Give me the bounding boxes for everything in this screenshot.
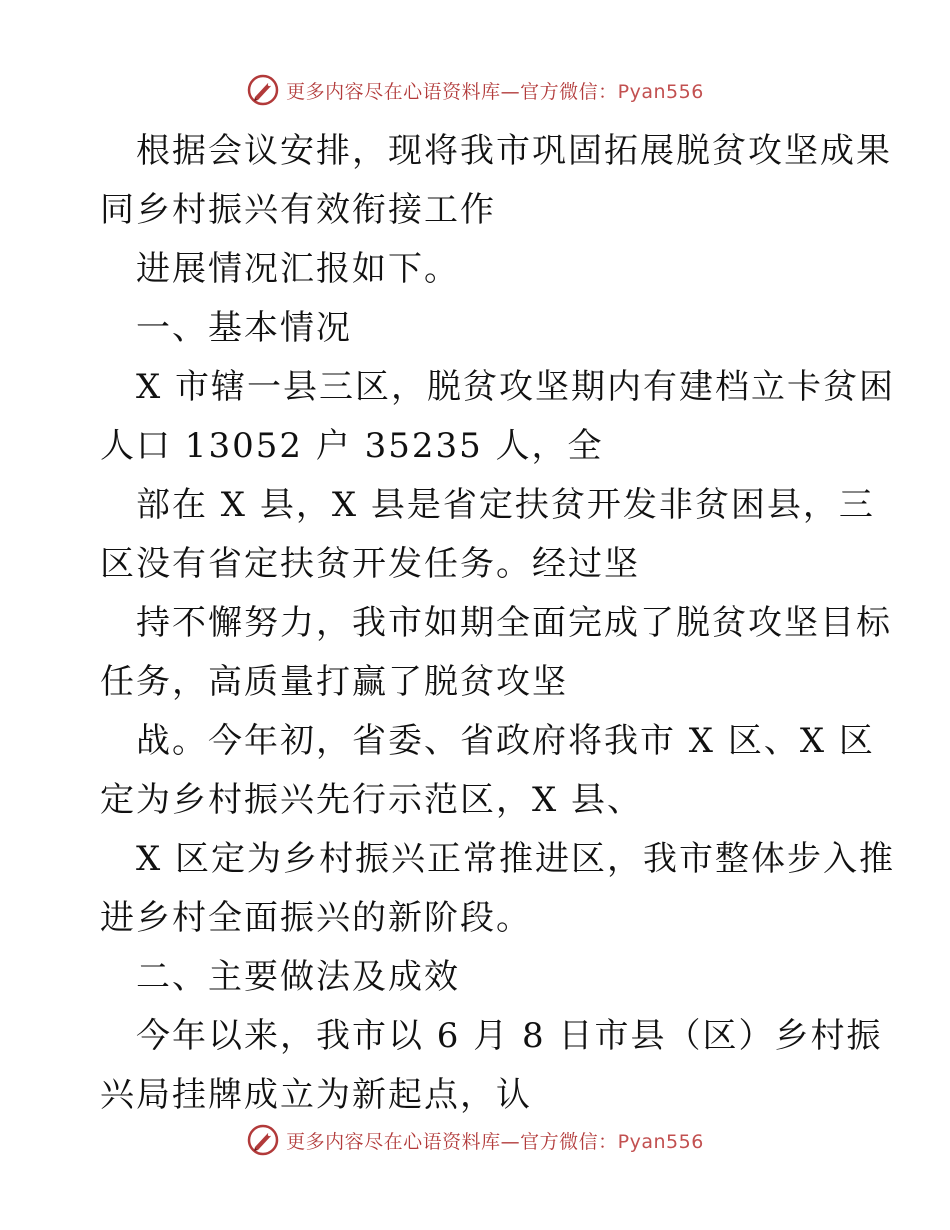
pen-logo-icon [246, 73, 280, 107]
text-line: 部在 X 县，X 县是省定扶贫开发非贫困县，三 [136, 485, 875, 525]
text-line: 区没有省定扶贫开发任务。经过坚 [100, 544, 640, 584]
text-line: 人口 13052 户 35235 人，全 [100, 426, 604, 466]
text-line: 二、主要做法及成效 [136, 957, 460, 997]
text-line: 兴局挂牌成立为新起点，认 [100, 1075, 532, 1115]
text-line: 定为乡村振兴先行示范区，X 县、 [100, 780, 644, 820]
watermark-header [0, 70, 950, 110]
text-line: 一、基本情况 [136, 308, 352, 348]
text-line: 任务，高质量打赢了脱贫攻坚 [100, 662, 568, 702]
text-line: X 市辖一县三区，脱贫攻坚期内有建档立卡贫困 [136, 367, 896, 407]
text-line: 进乡村全面振兴的新阶段。 [100, 898, 532, 938]
watermark-text-en: Pyan556 [617, 80, 704, 103]
watermark-footer [0, 1120, 950, 1160]
text-line: 进展情况汇报如下。 [136, 249, 460, 289]
text-line: 今年以来，我市以 6 月 8 日市县（区）乡村振 [136, 1016, 883, 1056]
text-line: X 区定为乡村振兴正常推进区，我市整体步入推 [136, 839, 896, 879]
watermark-text-cn: 更多内容尽在心语资料库—官方微信： [286, 80, 618, 103]
watermark-text-en: Pyan556 [617, 1130, 704, 1153]
text-line: 同乡村振兴有效衔接工作 [100, 190, 496, 230]
text-line: 持不懈努力，我市如期全面完成了脱贫攻坚目标 [136, 603, 892, 643]
pen-logo-icon [246, 1123, 280, 1157]
text-line: 战。今年初，省委、省政府将我市 X 区、X 区 [136, 721, 875, 761]
text-line: 根据会议安排，现将我市巩固拓展脱贫攻坚成果 [136, 131, 892, 171]
watermark-text [286, 1127, 704, 1154]
document-body [100, 122, 896, 1125]
watermark-text-cn: 更多内容尽在心语资料库—官方微信： [286, 1130, 618, 1153]
watermark-text [286, 77, 704, 104]
